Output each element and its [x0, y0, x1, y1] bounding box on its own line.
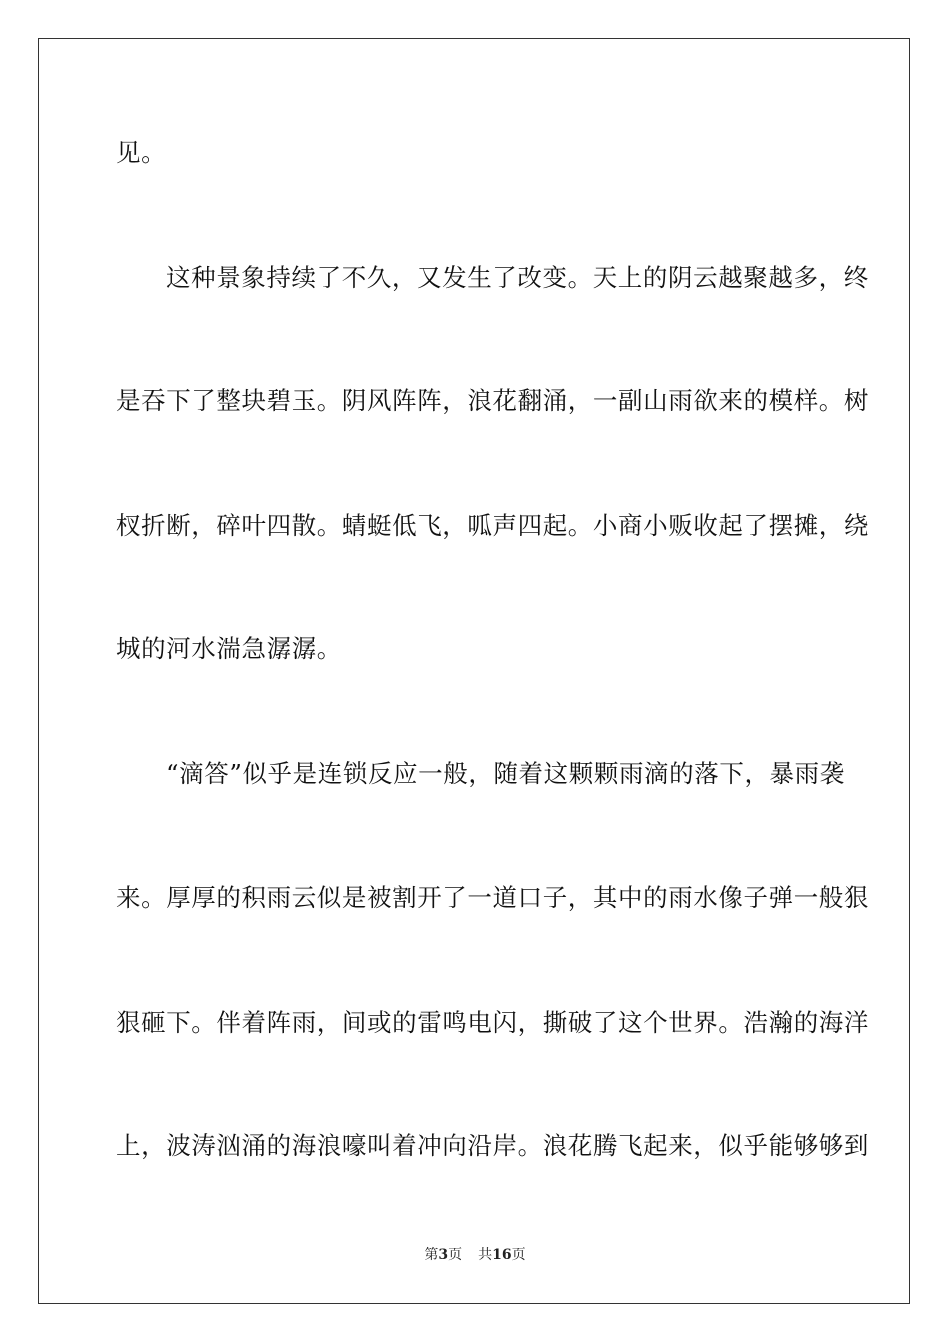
page-suffix: 页 [448, 1247, 463, 1263]
text-line-7: 来。厚厚的积雨云似是被割开了一道口子，其中的雨水像子弹一般狠 [116, 883, 869, 912]
total-prefix: 共 [478, 1247, 493, 1263]
page-border [38, 38, 910, 1304]
page-footer [0, 1246, 950, 1264]
total-suffix: 页 [511, 1247, 526, 1263]
total-pages: 16 [492, 1247, 512, 1263]
text-line-3: 是吞下了整块碧玉。阴风阵阵，浪花翻涌，一副山雨欲来的模样。树 [116, 386, 869, 415]
text-line-2: 这种景象持续了不久，又发生了改变。天上的阴云越聚越多，终 [166, 263, 869, 292]
text-line-1: 见。 [116, 138, 167, 167]
page-prefix: 第 [424, 1247, 439, 1263]
text-line-6: “滴答”似乎是连锁反应一般，随着这颗颗雨滴的落下，暴雨袭 [166, 759, 845, 788]
text-line-8: 狠砸下。伴着阵雨，间或的雷鸣电闪，撕破了这个世界。浩瀚的海洋 [116, 1008, 869, 1037]
text-line-4: 杈折断，碎叶四散。蜻蜓低飞，呱声四起。小商小贩收起了摆摊，绕 [116, 511, 869, 540]
page-number: 3 [438, 1247, 449, 1263]
text-line-9: 上，波涛汹涌的海浪嚎叫着冲向沿岸。浪花腾飞起来，似乎能够够到 [116, 1131, 869, 1160]
text-line-5: 城的河水湍急潺潺。 [116, 634, 342, 663]
